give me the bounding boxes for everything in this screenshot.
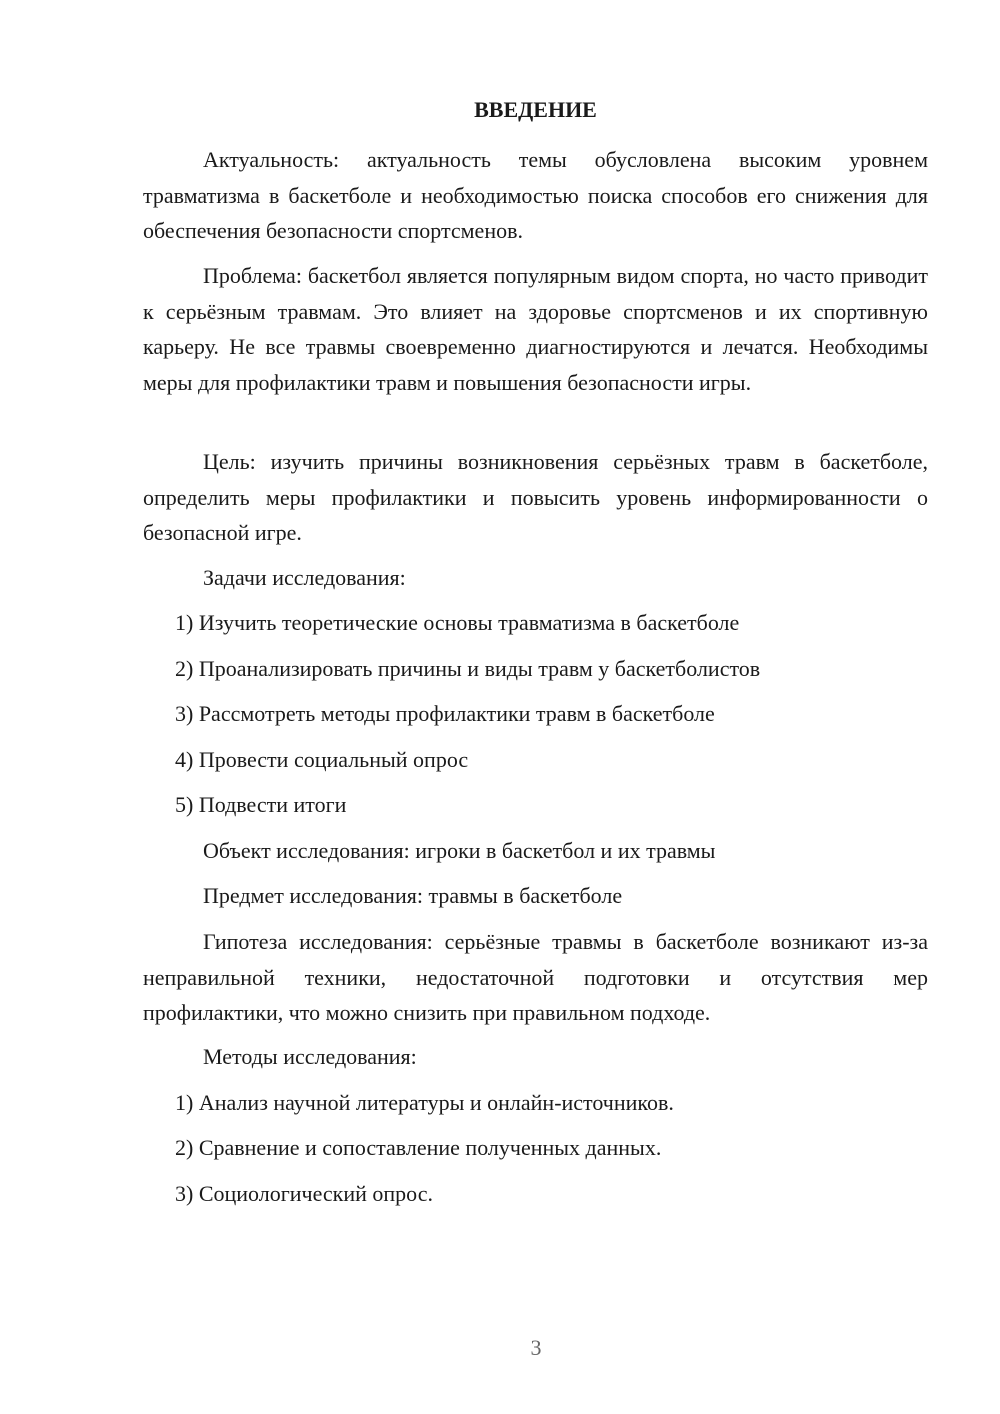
task-item-2: 2) Проанализировать причины и виды травм у баскетболистов bbox=[175, 656, 761, 681]
task-item-1: 1) Изучить теоретические основы травматизма в баскетболе bbox=[175, 610, 740, 635]
subject-line: Предмет исследования: травмы в баскетболе bbox=[203, 883, 623, 908]
hypothesis-paragraph: Гипотеза исследования: серьёзные травмы в баскетболе возникают из-за неправильной техники, недостаточной подготовки и отсутствия мер профилактики, что можно снизить при правильном подходе. bbox=[143, 929, 928, 1025]
method-item-1: 1) Анализ научной литературы и онлайн-источников. bbox=[175, 1090, 674, 1115]
method-item-3: 3) Социологический опрос. bbox=[175, 1181, 433, 1206]
task-item-3: 3) Рассмотреть методы профилактики травм в баскетболе bbox=[175, 701, 715, 726]
problem-paragraph: Проблема: баскетбол является популярным видом спорта, но часто приводит к серьёзным травмам. Это влияет на здоровье спортсменов и их спортивную карьеру. Не все травмы своевременно диагностируются и лечатся. Необходимы меры для профилактики травм и повышения безопасности игры. bbox=[143, 263, 928, 395]
relevance-paragraph: Актуальность: актуальность темы обусловлена высоким уровнем травматизма в баскетболе и необходимостью поиска способов его снижения для обеспечения безопасности спортсменов. bbox=[143, 147, 928, 243]
task-item-5: 5) Подвести итоги bbox=[175, 792, 347, 817]
object-line: Объект исследования: игроки в баскетбол и их травмы bbox=[203, 838, 716, 863]
page-title: ВВЕДЕНИЕ bbox=[474, 97, 597, 122]
methods-heading: Методы исследования: bbox=[203, 1044, 417, 1069]
tasks-heading: Задачи исследования: bbox=[203, 565, 406, 590]
page-number: 3 bbox=[530, 1335, 542, 1360]
goal-paragraph: Цель: изучить причины возникновения серьёзных травм в баскетболе, определить меры профилактики и повысить уровень информированности о безопасной игре. bbox=[143, 449, 928, 545]
method-item-2: 2) Сравнение и сопоставление полученных данных. bbox=[175, 1135, 662, 1160]
task-item-4: 4) Провести социальный опрос bbox=[175, 747, 469, 772]
